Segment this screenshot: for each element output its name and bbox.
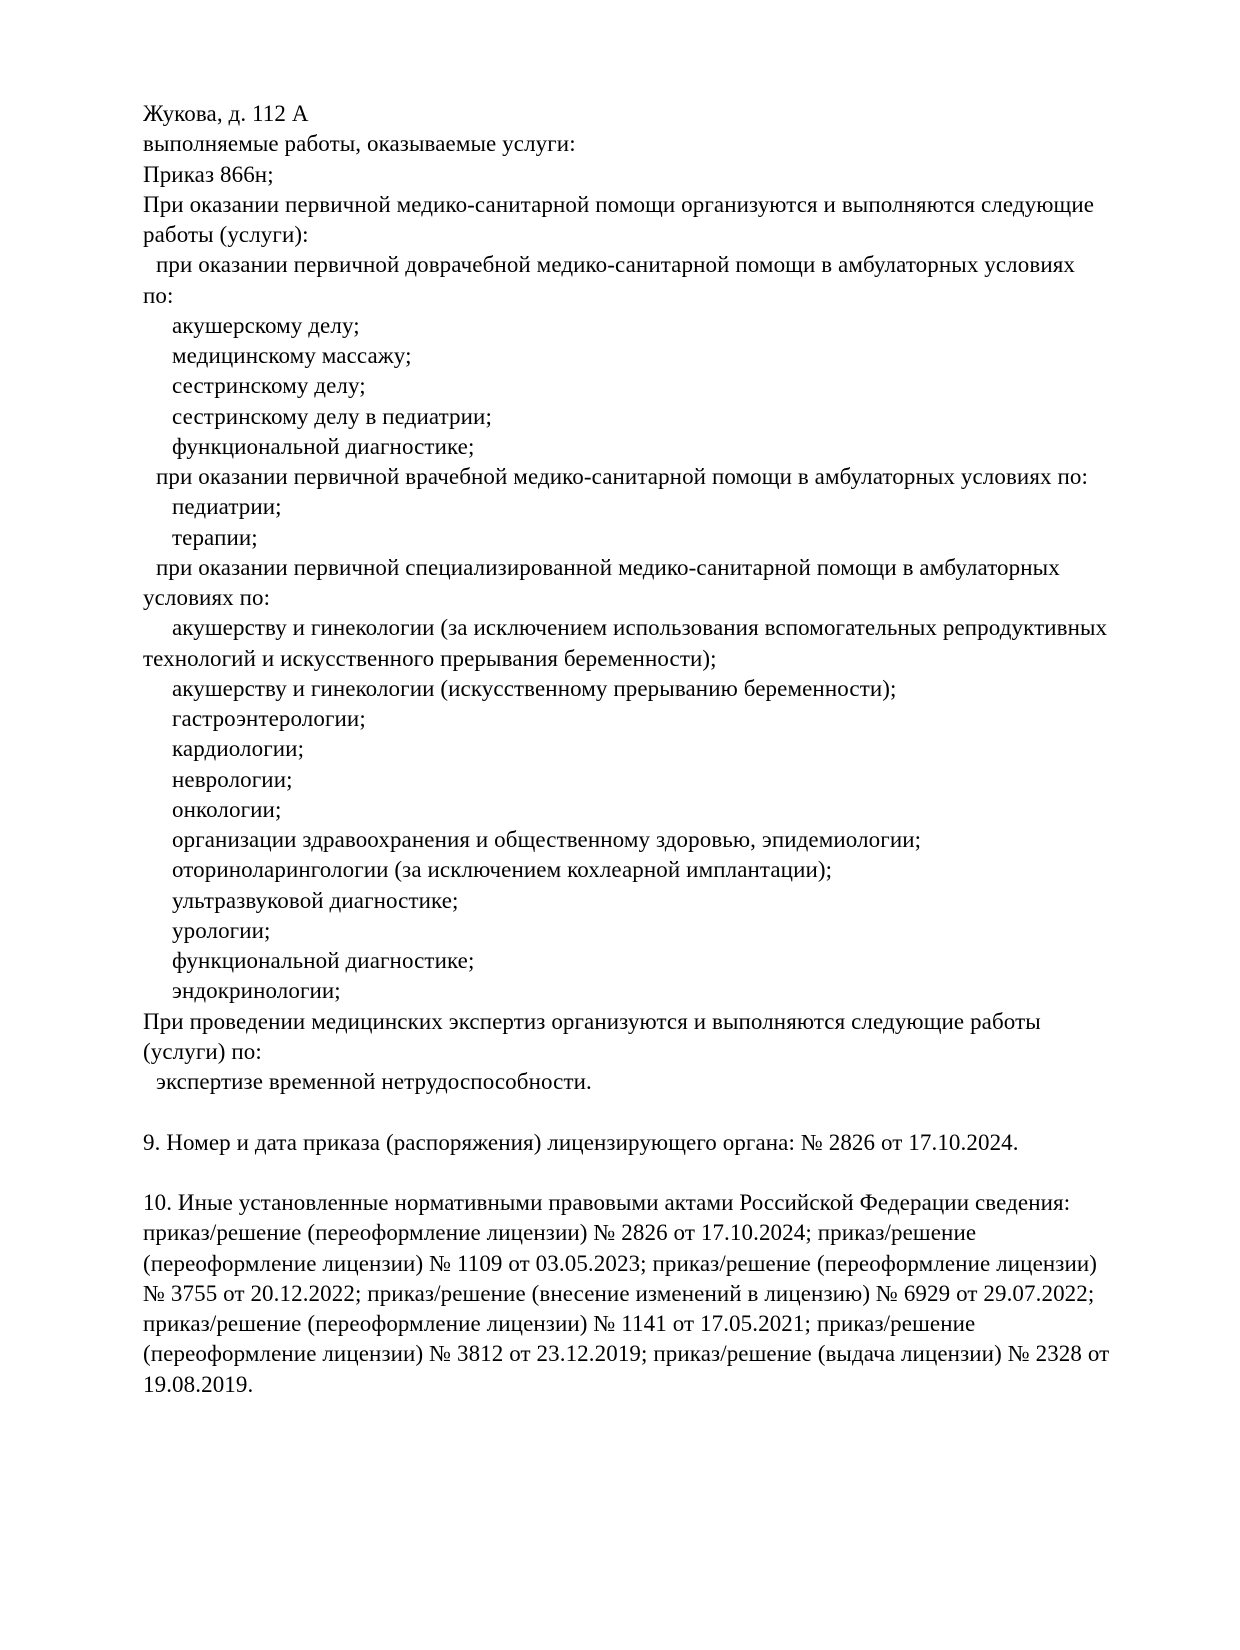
document-line: терапии; [172,524,258,550]
document-line: 10. Иные установленные нормативными правовыми актами Российской Федерации сведения: [143,1190,1071,1215]
document-line: онкологии; [172,796,282,822]
document-line: медицинскому массажу; [172,343,412,368]
document-line: оториноларингологии (за исключением кохлеарной имплантации); [172,857,833,883]
document-line: педиатрии; [172,494,282,520]
document-line: экспертизе временной нетрудоспособности. [156,1069,592,1094]
document-line: при оказании первичной специализированной медико-санитарной помощи в амбулаторных [156,554,1060,580]
document-line: сестринскому делу; [172,373,366,399]
document-line: акушерскому делу; [172,312,360,338]
document-line: урологии; [172,917,271,943]
document-line: организации здравоохранения и общественному здоровью, эпидемиологии; [172,827,922,852]
document-line: 19.08.2019. [143,1371,254,1397]
document-line: при оказании первичной врачебной медико-санитарной помощи в амбулаторных условиях по: [156,464,1088,489]
document-line: функциональной диагностике; [172,948,475,973]
document-blank-line [143,1097,1230,1127]
document-line: Жукова, д. 112 А [143,101,309,126]
document-line: сестринскому делу в педиатрии; [172,403,492,429]
document-line: работы (услуги): [143,222,309,247]
document-text-block [143,99,1230,1400]
document-line: приказ/решение (переоформление лицензии) № 2826 от 17.10.2024; приказ/решение [143,1220,977,1246]
document-line: эндокринологии; [172,978,341,1004]
document-line: (услуги) по: [143,1038,262,1064]
document-line: по: [143,282,174,308]
document-line: приказ/решение (переоформление лицензии) № 1141 от 17.05.2021; приказ/решение [143,1311,976,1336]
document-line: При оказании первичной медико-санитарной помощи организуются и выполняются следующие [143,191,1095,217]
document-line: гастроэнтерологии; [172,706,366,731]
document-line: 9. Номер и дата приказа (распоряжения) лицензирующего органа: № 2826 от 17.10.2024. [143,1129,1019,1155]
document-line: Приказ 866н; [143,161,274,187]
document-line: № 3755 от 20.12.2022; приказ/решение (внесение изменений в лицензию) № 6929 от 29.07.2022; [143,1280,1095,1306]
document-line: (переоформление лицензии) № 3812 от 23.12.2019; приказ/решение (выдача лицензии) № 2328 от [143,1341,1110,1367]
document-line: при оказании первичной доврачебной медико-санитарной помощи в амбулаторных условиях [156,252,1076,278]
document-line: условиях по: [143,585,271,610]
document-line: кардиологии; [172,736,305,762]
document-line: технологий и искусственного прерывания беременности); [143,645,717,671]
document-line: неврологии; [172,766,293,792]
document-line: акушерству и гинекологии (за исключением использования вспомогательных репродуктивных [172,615,1108,641]
document-blank-line [143,1158,1230,1188]
document-line: ультразвуковой диагностике; [172,887,459,913]
document-line: выполняемые работы, оказываемые услуги: [143,131,576,157]
document-line: (переоформление лицензии) № 1109 от 03.05.2023; приказ/решение (переоформление лицензии) [143,1250,1098,1276]
document-line: акушерству и гинекологии (искусственному прерыванию беременности); [172,675,897,701]
document-line: функциональной диагностике; [172,433,475,459]
document-line: При проведении медицинских экспертиз организуются и выполняются следующие работы [143,1008,1041,1034]
